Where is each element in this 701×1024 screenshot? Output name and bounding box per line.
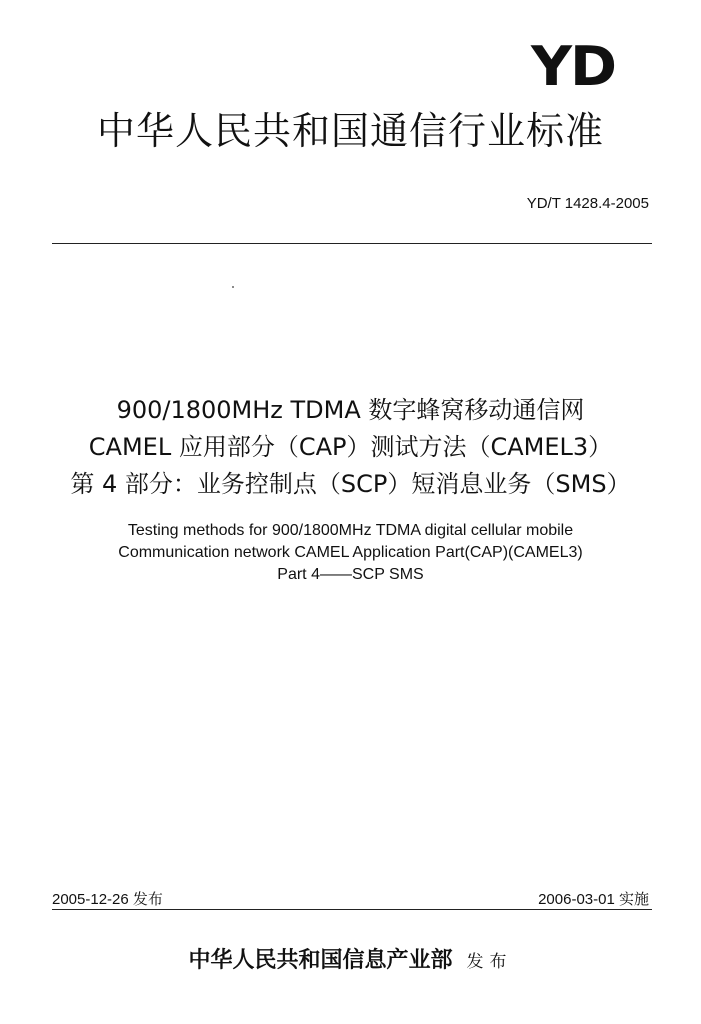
english-title [0, 520, 701, 586]
issue-date: 2005-12-26 发布 [52, 891, 163, 908]
issuing-authority [0, 943, 701, 974]
chinese-title-line-3: 第 4 部分：业务控制点（SCP）短消息业务（SMS） [70, 470, 631, 498]
english-title-line-3: Part 4——SCP SMS [277, 566, 424, 583]
standard-category-title: 中华人民共和国通信行业标准 [96, 109, 604, 153]
effective-date: 2006-03-01 实施 [538, 891, 649, 908]
chinese-title [0, 392, 701, 503]
chinese-title-line-1: 900/1800MHz TDMA 数字蜂窝移动通信网 [116, 396, 585, 424]
issuer-action: 发布 [466, 952, 513, 972]
english-title-line-2: Communication network CAMEL Application Part(CAP)(CAMEL3) [118, 544, 583, 561]
header-divider [52, 243, 652, 244]
footer-divider [52, 909, 652, 910]
scan-speck [232, 286, 234, 288]
standard-code: YD/T 1428.4-2005 [526, 195, 649, 212]
yd-logo: YD [531, 35, 615, 98]
issuer-name: 中华人民共和国信息产业部 [188, 947, 453, 973]
chinese-title-line-2: CAMEL 应用部分（CAP）测试方法（CAMEL3） [88, 433, 613, 461]
english-title-line-1: Testing methods for 900/1800MHz TDMA digital cellular mobile [127, 522, 574, 539]
